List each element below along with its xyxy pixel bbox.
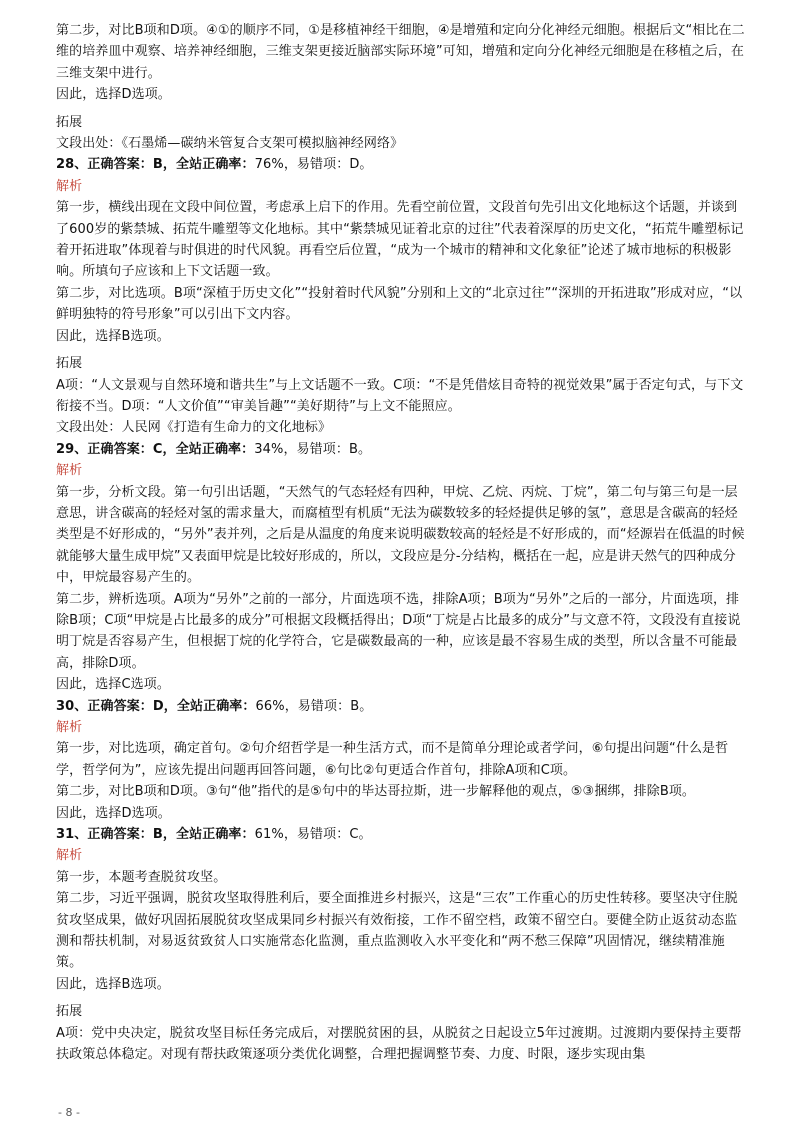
q29-answer-value: C， — [152, 441, 176, 457]
q28-step1: 第一步，横线出现在文段中间位置，考虑承上启下的作用。先看空前位置，文段首句先引出文化地标这个话题，并谈到了600岁的紫禁城、拓荒牛雕塑等文化地标。其中“紫禁城见证着北京的过往”代表着深厚的历史文化，“拓荒牛雕塑标记着开拓进取”体现着与时俱进的时代风貌。再看空后位置，“成为一个城市的精神和文化象征”论述了城市地标的积极影响。所填句子应该和上下文话题一致。 — [56, 200, 744, 280]
q31-extension-label: 拓展 — [56, 1004, 83, 1020]
q28-analysis-label: 解析 — [56, 178, 83, 194]
q30-analysis-label: 解析 — [56, 720, 83, 735]
q31-step2: 第二步，习近平强调，脱贫攻坚取得胜利后，要全面推进乡村振兴，这是“三农”工作重心的历史性转移。要坚决守住脱贫攻坚成果，做好巩固拓展脱贫攻坚成果同乡村振兴有效衔接，工作不留空档，政策不留空白。要健全防止返贫动态监测和帮扶机制，对易返贫致贫人口实施常态化监测，重点监测收入水平变化和“两不愁三保障”巩固情况，继续精准施策。 — [56, 891, 738, 971]
q30-answer-label: 30、正确答案： — [56, 698, 153, 714]
q28-extension-label: 拓展 — [56, 356, 83, 372]
q29-conclusion: 因此，选择C选项。 — [56, 677, 170, 693]
q30-step1: 第一步，对比选项，确定首句。②句介绍哲学是一种生活方式，而不是简单分理论或者学问，⑥句提出问题“什么是哲学，哲学何为”，应该先提出问题再回答问题，⑥句比②句更适合作首句，排除A项和C项。 — [56, 741, 729, 778]
q28-rate-label: 全站正确率： — [176, 157, 255, 173]
q28-answer-label: 28、正确答案： — [56, 157, 153, 173]
q29-step1: 第一步，分析文段。第一句引出话题，“天然气的气态轻烃有四种，甲烷、乙烷、丙烷、丁烷”，第二句与第三句是一层意思，讲含碳高的轻烃对氢的需求量大，而腐植型有机质“无法为碳数较多的轻烃提供足够的氢”，意思是含碳高的轻烃类型是不好形成的，“另外”表并列，之后是从温度的角度来说明碳数较高的轻烃是不好形成的，而“烃源岩在低温的时候就能够大量生成甲烷”又表面甲烷是比较好形成的，所以，文段应是分-分结构，概括在一起，应是讲天然气的四种成分中，甲烷最容易产生的。 — [56, 484, 745, 586]
q29-answer-header — [56, 439, 746, 460]
q28-answer-header — [56, 154, 746, 175]
q27-extension-label: 拓展 — [56, 114, 83, 130]
q31-extension-text: A项：党中央决定，脱贫攻坚目标任务完成后，对摆脱贫困的县，从脱贫之日起设立5年过渡期。过渡期内要保持主要帮扶政策总体稳定。对现有帮扶政策逐项分类优化调整，合理把握调整节奏、力度、时限，逐步实现由集 — [56, 1025, 742, 1063]
q30-rate-label: 全站正确率： — [176, 698, 256, 714]
q28-source: 文段出处：人民网《打造有生命力的文化地标》 — [56, 420, 332, 436]
q29-step2: 第二步，辨析选项。A项为“另外”之前的一部分，片面选项不选，排除A项；B项为“另外”之后的一部分，片面选项，排除B项；C项“甲烷是占比最多的成分”可根据文段概括得出；D项“丁烷是占比最多的成分”与文意不符，文段没有直接说明丁烷是否容易产生，但根据丁烷的化学符合，它是碳数最高的一种，应该是最不容易生成的类型，所以含量不可能最高，排除D项。 — [56, 591, 741, 671]
q28-answer-value: B， — [152, 157, 177, 173]
q29-rate-value: 34%，易错项：B。 — [254, 441, 372, 457]
q29-answer-label: 29、正确答案： — [56, 441, 153, 457]
q29-rate-label: 全站正确率： — [175, 441, 255, 457]
q28-step2: 第二步，对比选项。B项“深植于历史文化”“投射着时代风貌”分别和上文的“北京过往”“深圳的开拓进取”形成对应，“以鲜明独特的符号形象”可以引出下文内容。 — [56, 285, 743, 323]
q28-rate-value: 76%，易错项：D。 — [254, 157, 373, 173]
q31-analysis-label: 解析 — [56, 848, 83, 864]
q31-step1: 第一步，本题考查脱贫攻坚。 — [56, 869, 227, 885]
q28-conclusion: 因此，选择B选项。 — [56, 328, 170, 344]
q31-answer-header — [56, 824, 746, 845]
q29-analysis-label: 解析 — [56, 463, 83, 479]
q28-extension-text: A项：“人文景观与自然环境和谐共生”与上文话题不一致。C项：“不是凭借炫目奇特的视觉效果”属于否定句式，与下文衔接不当。D项：“人文价值”“审美旨趣”“美好期待”与上文不能照应。 — [56, 377, 744, 414]
q31-rate-value: 61%，易错项：C。 — [254, 827, 372, 843]
q31-rate-label: 全站正确率： — [176, 827, 255, 843]
document-page — [56, 20, 746, 1066]
q31-answer-label: 31、正确答案： — [56, 827, 153, 843]
q31-answer-value: B， — [152, 827, 177, 843]
q30-answer-header — [56, 696, 746, 717]
page-number: - 8 - — [58, 1106, 80, 1119]
q27-source: 文段出处：《石墨烯—碳纳米管复合支架可模拟脑神经网络》 — [56, 136, 404, 152]
q31-conclusion: 因此，选择B选项。 — [56, 976, 170, 992]
q30-conclusion: 因此，选择D选项。 — [56, 805, 171, 821]
q30-rate-value: 66%，易错项：B。 — [255, 698, 373, 714]
q30-answer-value: D， — [152, 698, 177, 714]
q27-conclusion: 因此，选择D选项。 — [56, 87, 171, 103]
q27-step2: 第二步，对比B项和D项。④①的顺序不同，①是移植神经干细胞，④是增殖和定向分化神经元细胞。根据后文“相比在二维的培养皿中观察、培养神经细胞，三维支架更接近脑部实际环境”可知，增殖和定向分化神经元细胞是在移植之后，在三维支架中进行。 — [56, 23, 745, 81]
q30-step2: 第二步，对比B项和D项。③句“他”指代的是⑤句中的毕达哥拉斯，进一步解释他的观点，⑤③捆绑，排除B项。 — [56, 784, 696, 800]
